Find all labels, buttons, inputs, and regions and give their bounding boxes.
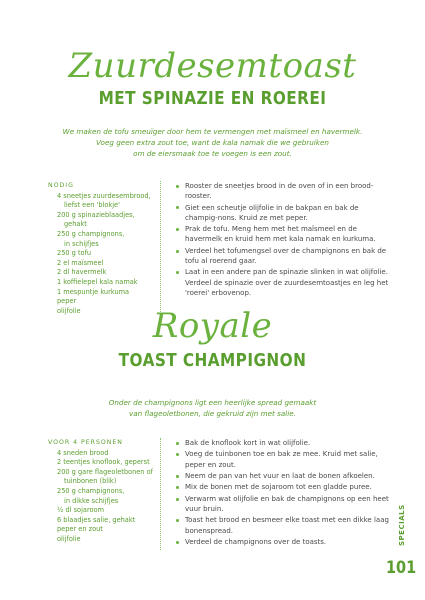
ingredient-item: 2 teentjes knoflook, geperst [57,458,150,467]
ingredient-item: 2 dl havermelk [57,268,107,277]
recipe2-ingredients [48,438,161,550]
step-item: Giet een scheutje olijfolie in de bakpan en bak de champig-nons. Kruid ze met peper. [175,203,390,223]
section-label: SPECIALS [398,504,406,546]
ingredient-item: 1 mespuntje kurkuma [57,287,130,296]
recipe1-intro [50,126,375,159]
ingredient-item: 250 g champignons, [57,486,125,495]
ingredient-item: 250 g tofu [57,249,92,258]
recipe1-ingredients [48,181,161,318]
ingredient-item: in dikke schijfjes [64,496,119,505]
step-item: Laat in een andere pan de spinazie slinken in wat olijfolie. Verdeel de spinazie over de zuurdesemtoastjes en leg het 'roerei' erbovenop. [175,267,390,298]
ingredient-item: 1 koffielepel kala namak [57,277,138,286]
recipe2-block-title: TOAST CHAMPIGNON [118,350,307,371]
ingredient-item: peper [57,297,77,306]
ingredient-item: 4 sneden brood [57,448,109,457]
ingredient-item: liefst een 'blokje' [64,201,120,210]
recipe2-ingredients-heading: VOOR 4 PERSONEN [48,439,123,446]
ingredient-item: tuinbonen (blik) [64,477,117,486]
recipe1-ingredients-heading: NODIG [48,182,74,189]
ingredient-item: 6 blaadjes salie, gehakt [57,515,136,524]
recipe2-intro-line: van flageoletbonen, die gekruid zijn met salie. [129,409,296,418]
recipe2-intro-line: Onder de champignons ligt een heerlijke spread gemaakt [108,398,317,407]
recipe2-intro [50,397,375,419]
recipe1-block-title: MET SPINAZIE EN ROEREI [98,88,327,109]
step-item: Voeg de tuinbonen toe en bak ze mee. Kruid met salie, peper en zout. [175,449,390,469]
ingredient-item: peper en zout [57,525,103,534]
step-item: Neem de pan van het vuur en laat de bonen afkoelen. [175,471,390,481]
ingredient-item: olijfolie [57,534,81,543]
ingredient-item: ½ dl sojaroom [57,506,104,515]
ingredient-item: 2 el maïsmeel [57,258,104,267]
step-item: Verdeel het tofumengsel over de champignons en bak de tofu al roerend gaar. [175,246,390,266]
ingredient-item: in schijfjes [64,239,99,248]
recipe2-ingredient-list [48,449,156,545]
page-number: 101 [386,558,417,578]
recipe1-steps [175,181,390,299]
recipe2-script-title: Royale [152,306,273,346]
ingredient-item: 4 sneetjes zuurdesembrood, [57,191,151,200]
ingredient-item: 200 g spinazieblaadjes, [57,210,135,219]
recipe1-intro-line: om de eiersmaak toe te voegen is een zout. [133,149,292,158]
step-item: Prak de tofu. Meng hem met het maïsmeel en de havermelk en kruid hem met kala namak en kurkuma. [175,224,390,244]
step-item: Toast het brood en besmeer elke toast met een dikke laag bonenspread. [175,515,390,535]
ingredient-item: gehakt [64,220,87,229]
ingredient-item: olijfolie [57,306,81,315]
ingredient-item: 200 g gare flageoletbonen of [57,467,153,476]
step-item: Mix de bonen met de sojaroom tot een gladde puree. [175,482,390,492]
step-item: Rooster de sneetjes brood in de oven of in een brood-rooster. [175,181,390,201]
recipe1-ingredient-list [48,192,156,317]
step-item: Verwarm wat olijfolie en bak de champignons op een heet vuur bruin. [175,494,390,514]
recipe1-script-title: Zuurdesemtoast [68,46,357,86]
recipe1-intro-line: We maken de tofu smeuïger door hem te vermengen met maïsmeel en havermelk. [62,127,363,136]
step-item: Verdeel de champignons over de toasts. [175,537,390,547]
step-item: Bak de knoflook kort in wat olijfolie. [175,438,390,448]
recipe1-intro-line: Voeg geen extra zout toe, want de kala namak die we gebruiken [96,138,329,147]
ingredient-item: 250 g champignons, [57,229,125,238]
recipe2-steps [175,438,390,548]
